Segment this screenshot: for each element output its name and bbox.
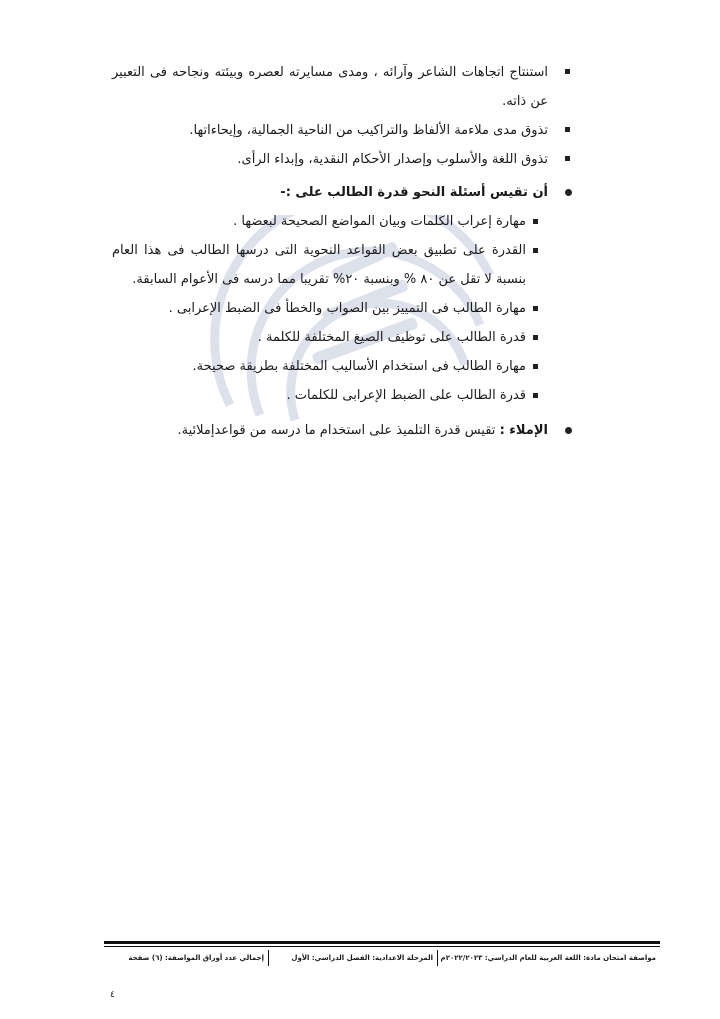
grammar-item	[112, 381, 538, 410]
grammar-heading-text: أن تقيس أسئلة النحو قدرة الطالب على :-	[280, 185, 548, 200]
grammar-item	[112, 207, 538, 236]
page-footer	[104, 950, 660, 966]
grammar-item-text: مهارة الطالب فى التمييز بين الصواب والخطأ فى الضبط الإعرابى .	[168, 301, 526, 316]
grammar-item	[112, 323, 538, 352]
spec-content	[112, 58, 572, 445]
round-bullet-icon	[565, 427, 572, 434]
page-number: ٤	[110, 990, 115, 1000]
grammar-item	[112, 236, 538, 294]
footer-stage: المرحلة الاعدادية: الفصل الدراسي: الأول	[268, 950, 437, 966]
grammar-item	[112, 294, 538, 323]
grammar-item-text: قدرة الطالب على الضبط الإعرابى للكلمات .	[286, 388, 526, 403]
intro-item-text: استنتاج اتجاهات الشاعر وآرائه ، ومدى مسايرته لعصره وبيئته ونجاحه فى التعبير عن ذاته.	[112, 65, 548, 109]
grammar-item-text: القدرة على تطبيق بعض القواعد النحوية التى درسها الطالب فى هذا العام بنسبة لا تقل عن ٨٠ % وبنسبة ٢٠% تقريبا مما درسه فى الأعوام السابقة.	[112, 243, 526, 287]
grammar-item-text: مهارة الطالب فى استخدام الأساليب المختلفة بطريقة صحيحة.	[192, 359, 526, 374]
intro-item	[112, 58, 572, 116]
footer-rule-thin	[104, 946, 660, 947]
square-bullet-icon	[533, 364, 538, 369]
imlaa-label: الإملاء :	[499, 423, 548, 438]
square-bullet-icon	[533, 306, 538, 311]
footer-rule-thick	[104, 941, 660, 944]
intro-item-text: تذوق اللغة والأسلوب وإصدار الأحكام النقدية، وإبداء الرأى.	[237, 152, 548, 167]
imlaa-item	[112, 416, 572, 445]
square-bullet-icon	[533, 335, 538, 340]
intro-item	[112, 145, 572, 174]
square-bullet-icon	[533, 393, 538, 398]
grammar-list	[112, 207, 538, 410]
imlaa-text: تقيس قدرة التلميذ على استخدام ما درسه من قواعدإملائية.	[177, 423, 496, 438]
square-bullet-icon	[565, 127, 570, 132]
grammar-heading	[112, 178, 572, 207]
footer-spec-title: مواصفة امتحان مادة: اللغة العربية للعام الدراسي: ٢٠٢٢/٢٠٢٣م	[437, 950, 660, 966]
grammar-item	[112, 352, 538, 381]
square-bullet-icon	[533, 219, 538, 224]
grammar-item-text: مهارة إعراب الكلمات وبيان المواضع الصحيحة لبعضها .	[233, 214, 526, 229]
grammar-item-text: قدرة الطالب على توظيف الصيغ المختلفة للكلمة .	[257, 330, 526, 345]
square-bullet-icon	[565, 156, 570, 161]
intro-item-text: تذوق مدى ملاءمة الألفاظ والتراكيب من الناحية الجمالية، وإيحاءاتها.	[189, 123, 548, 138]
intro-item	[112, 116, 572, 145]
square-bullet-icon	[565, 69, 570, 74]
round-bullet-icon	[565, 189, 572, 196]
footer-total-pages: إجمالي عدد أوراق المواصفة: (٦) صفحة	[128, 954, 264, 962]
square-bullet-icon	[533, 248, 538, 253]
